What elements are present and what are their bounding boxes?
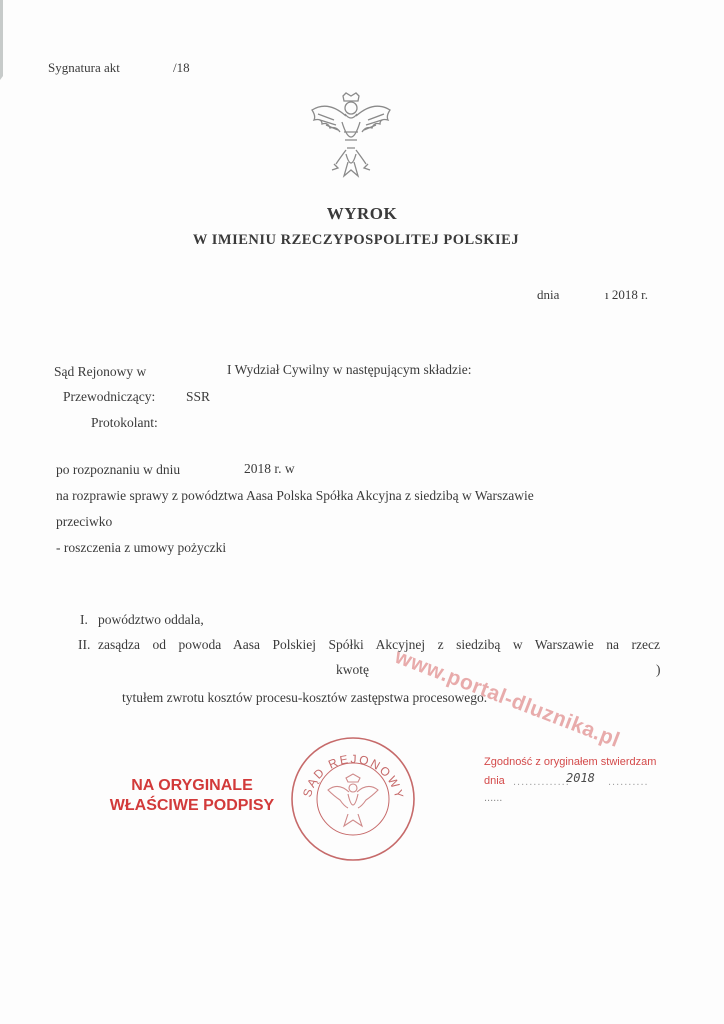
presiding-judge-label: Przewodniczący:: [63, 389, 156, 404]
judgment-date-prefix: dnia: [537, 287, 560, 302]
original-mark-line-1: NA ORYGINALE: [131, 777, 253, 794]
ruling-item-2-amount: kwotę: [336, 662, 369, 677]
stamp-text: SĄD REJONOWY: [299, 751, 407, 802]
conformity-date-prefix: dnia: [484, 775, 505, 787]
case-description: na rozprawie sprawy z powództwa Aasa Polska Spółka Akcyjna z siedzibą w Warszawie: [56, 488, 534, 503]
polish-eagle-emblem-icon: [306, 92, 396, 180]
conformity-signature-dots: ......: [484, 792, 503, 804]
ruling-item-1-text: powództwo oddala,: [98, 612, 204, 627]
judgment-date-value: ı 2018 r.: [605, 287, 648, 302]
against-text: przeciwko: [56, 514, 113, 529]
considered-on-text: po rozpoznaniu w dniu: [56, 462, 181, 477]
judgment-title: WYROK: [326, 204, 398, 223]
judgment-subtitle: W IMIENIU RZECZYPOSPOLITEJ POLSKIEJ: [192, 232, 520, 248]
court-clerk-label: Protokolant:: [91, 415, 158, 430]
original-mark-line-2: WŁAŚCIWE PODPISY: [109, 797, 275, 814]
case-signature-number: /18: [173, 60, 190, 75]
court-division: I Wydział Cywilny w następującym składzie:: [227, 362, 472, 377]
conformity-statement: Zgodność z oryginałem stwierdzam: [484, 756, 657, 768]
svg-text:SĄD REJONOWY: [300, 752, 407, 801]
ruling-item-2-number: II.: [78, 637, 91, 652]
claim-type: - roszczenia z umowy pożyczki: [56, 540, 227, 555]
ruling-item-2-continuation: tytułem zwrotu kosztów procesu-kosztów zastępstwa procesowego.: [122, 690, 488, 705]
court-stamp-icon: [288, 734, 418, 864]
conformity-date-handwritten: 2018: [566, 771, 595, 785]
court-name: Sąd Rejonowy w: [54, 364, 147, 379]
ruling-item-2-paren: ): [656, 662, 661, 677]
conformity-date-dots: ..............: [513, 776, 570, 788]
presiding-judge-value: SSR: [186, 389, 211, 404]
ruling-item-1-number: I.: [80, 612, 88, 627]
original-signatures-mark: [108, 776, 276, 816]
considered-on-date: 2018 r. w: [244, 461, 295, 476]
ruling-item-2-text: zasądza od powoda Aasa Polskiej Spółki Akcyjnej z siedzibą w Warszawie na rzecz: [98, 637, 660, 652]
website-watermark: www.portal-dluznika.pl: [391, 645, 624, 753]
conformity-date-dots-2: ..........: [608, 776, 649, 788]
case-signature-label: Sygnatura akt: [48, 60, 120, 75]
